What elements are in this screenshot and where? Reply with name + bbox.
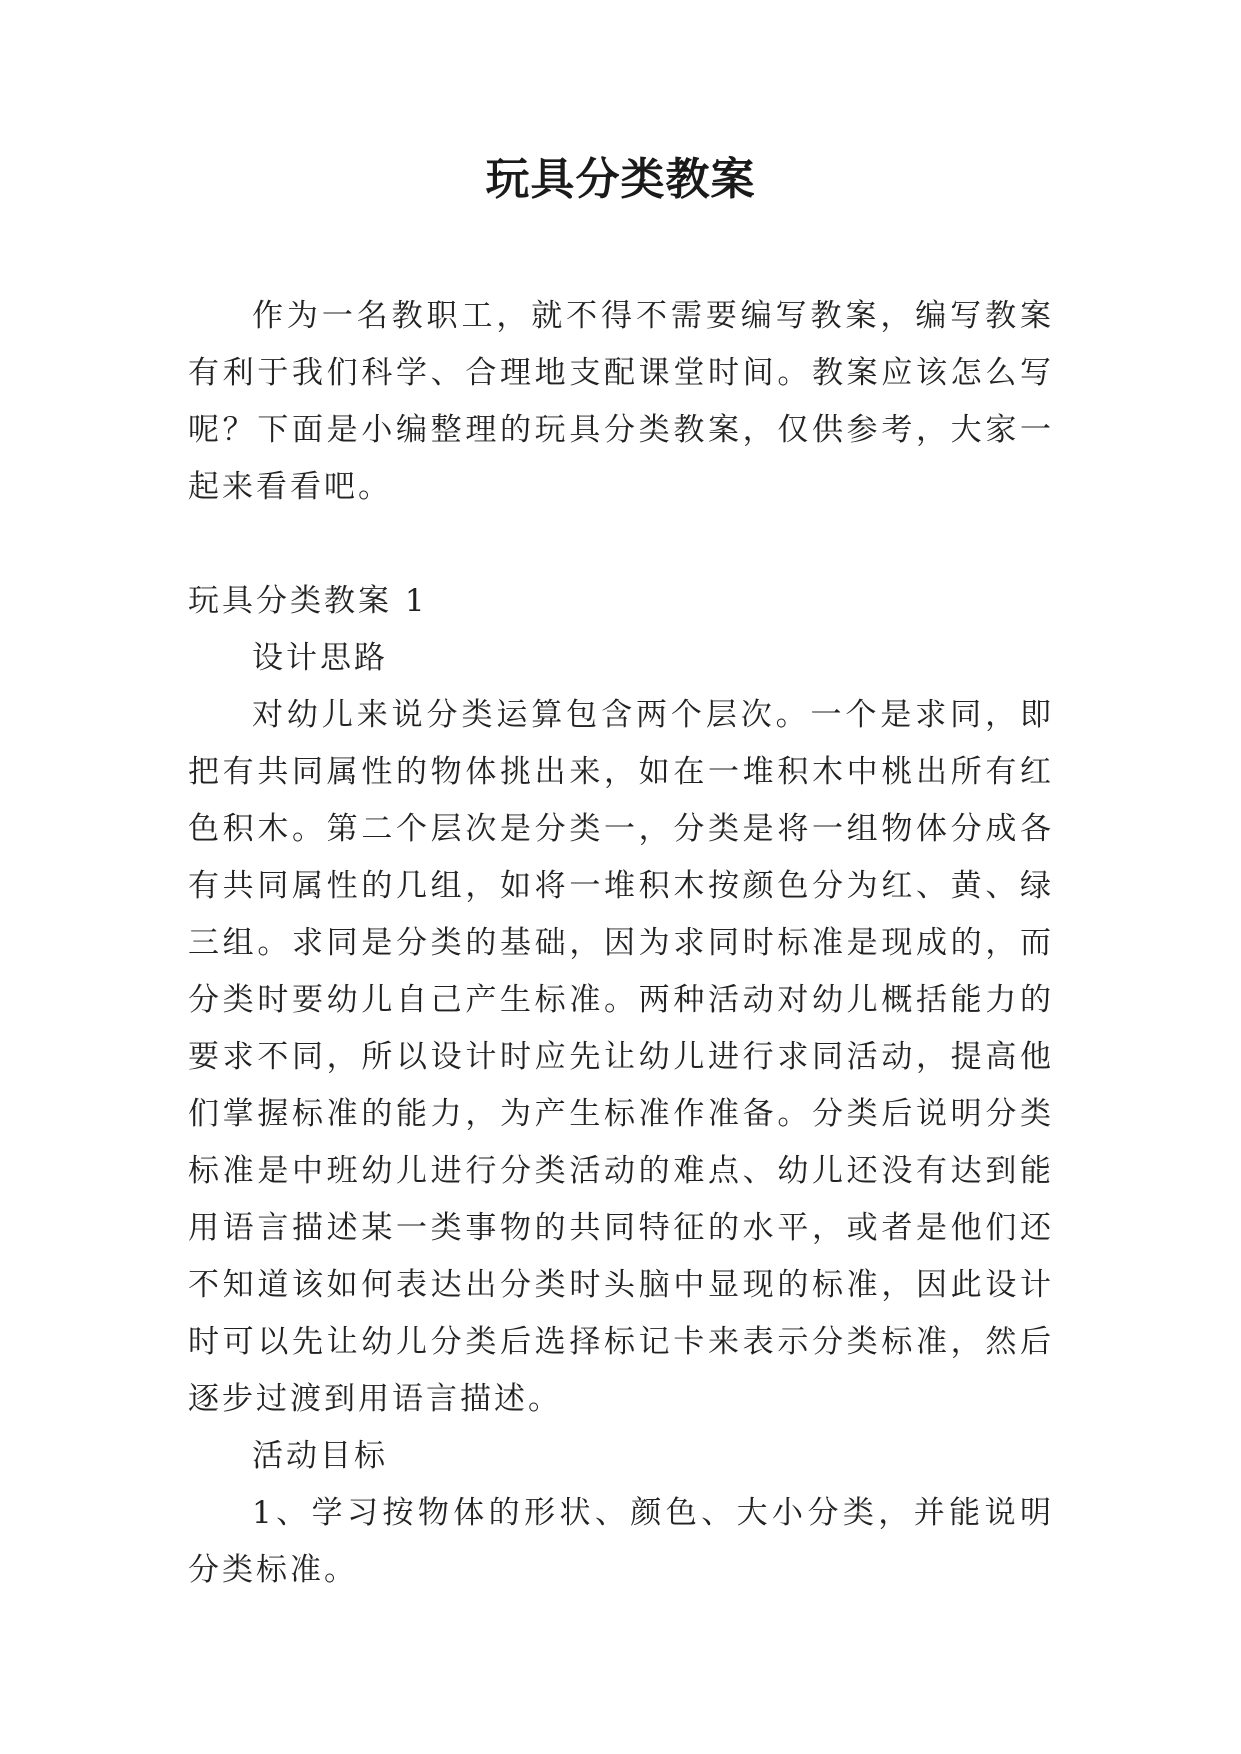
goals-heading: 活动目标 [252,1438,388,1474]
section-title: 玩具分类教案 1 [188,583,428,619]
document-body [188,288,1054,1599]
design-paragraph: 对幼儿来说分类运算包含两个层次。一个是求同，即把有共同属性的物体挑出来，如在一堆积木中桃出所有红色积木。第二个层次是分类一，分类是将一组物体分成各有共同属性的几组，如将一堆积木按颜色分为红、黄、绿三组。求同是分类的基础，因为求同时标准是现成的，而分类时要幼儿自己产生标准。两种活动对幼儿概括能力的要求不同，所以设计时应先让幼儿进行求同活动，提高他们掌握标准的能力，为产生标准作准备。分类后说明分类标准是中班幼儿进行分类活动的难点、幼儿还没有达到能用语言描述某一类事物的共同特征的水平，或者是他们还不知道该如何表达出分类时头脑中显现的标准，因此设计时可以先让幼儿分类后选择标记卡来表示分类标准，然后逐步过渡到用语言描述。 [188,697,1054,1417]
goal-item: 1、学习按物体的形状、颜色、大小分类，并能说明分类标准。 [188,1495,1054,1588]
design-heading: 设计思路 [252,640,388,676]
intro-paragraph: 作为一名教职工，就不得不需要编写教案，编写教案有利于我们科学、合理地支配课堂时间。教案应该怎么写呢？下面是小编整理的玩具分类教案，仅供参考，大家一起来看看吧。 [188,298,1054,505]
document-title: 玩具分类教案 [485,154,756,205]
